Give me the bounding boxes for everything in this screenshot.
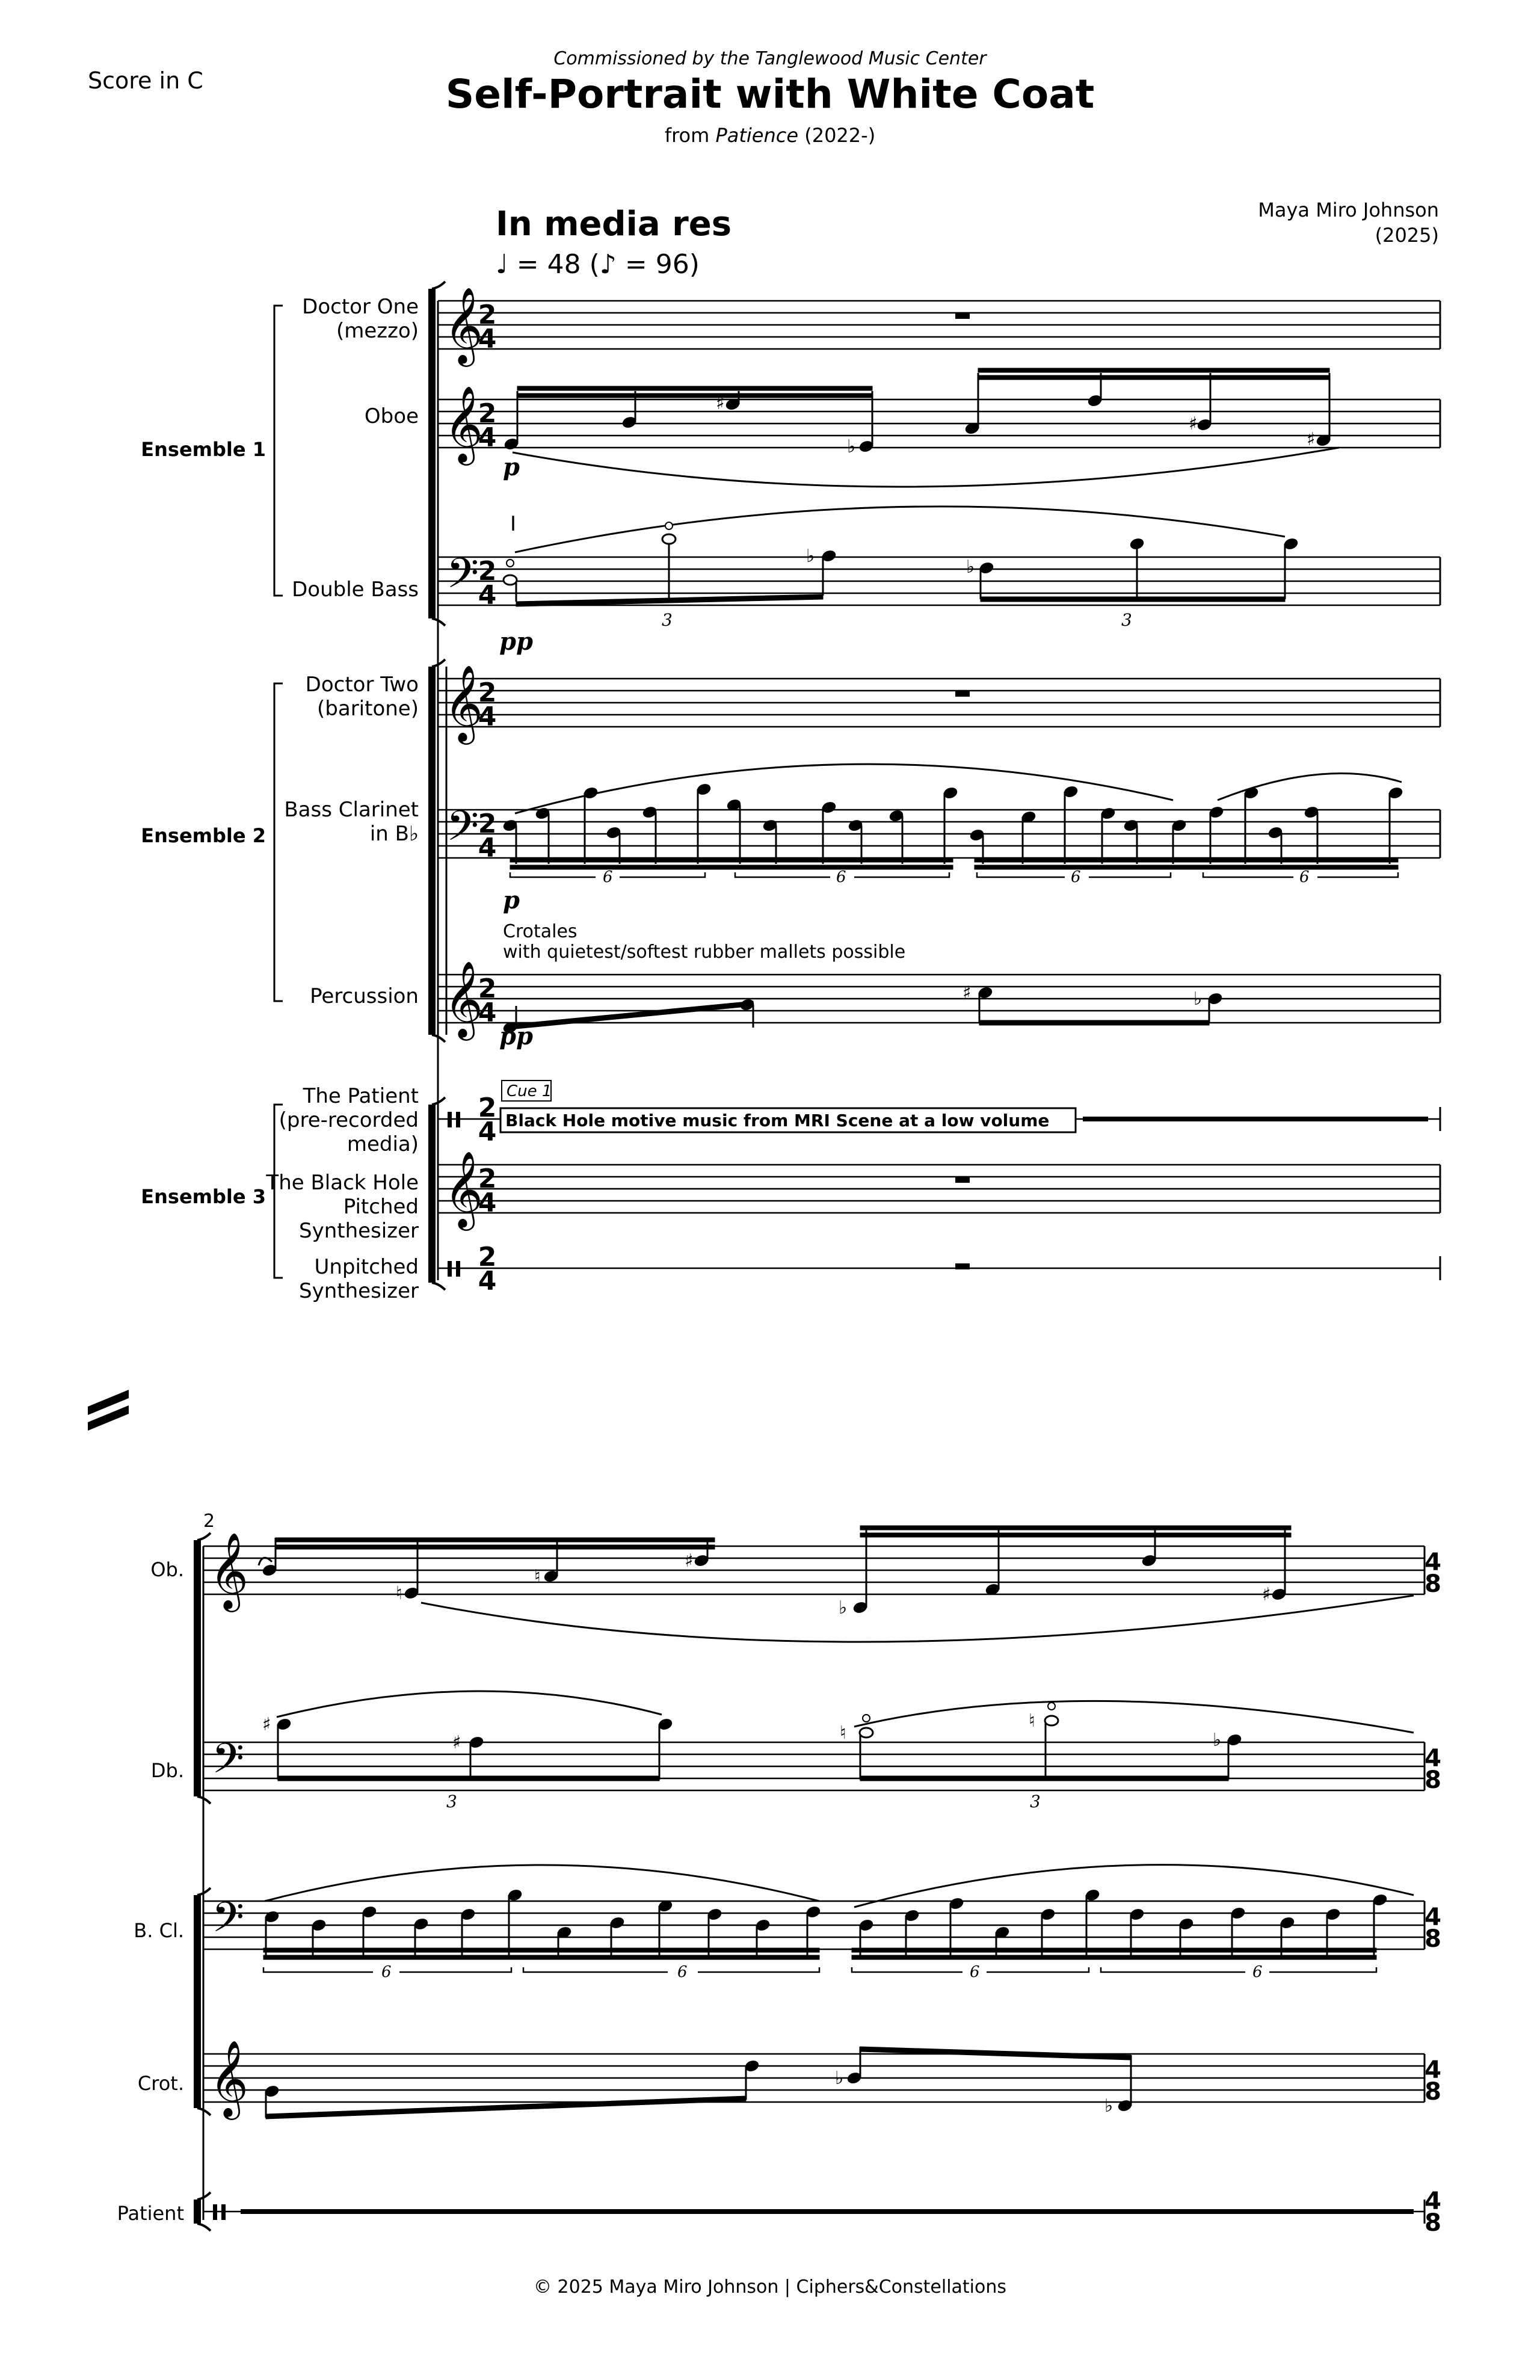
time-sig-top-bass-clarinet: 2 [478,809,497,839]
system-1-brackets [274,282,446,1290]
dynamic-percussion: pp [499,1022,533,1050]
black-hole-line-1: The Black Hole [266,1171,419,1195]
treble-clef-2-oboe: 𝄞 [209,1532,249,1609]
staff-2-double-bass [203,1742,1424,1790]
score-in-c-label: Score in C [88,67,203,94]
crotales-instruction: Crotales [503,921,578,942]
unpitched-line-2: Synthesizer [299,1279,419,1303]
svg-text:♮: ♮ [534,1566,541,1587]
ensemble-1-label: Ensemble 1 [141,438,266,461]
svg-text:6: 6 [1252,1963,1263,1981]
time-sig-2-bottom-oboe: 8 [1424,1570,1441,1598]
svg-text:♮: ♮ [1029,1710,1035,1731]
copyright-footer: © 2025 Maya Miro Johnson | Ciphers&Constellations [533,2277,1007,2298]
treble-clef-percussion: 𝄞 [444,960,484,1037]
oboe-figure-2 [259,1526,1414,1642]
staff-2-crotales [203,2054,1424,2102]
doctor-one-name: Doctor One [302,295,419,319]
subtitle-prefix: from [664,124,716,147]
time-sig-bottom-black-hole: 4 [478,1188,497,1218]
bass-clef-double-bass: 𝄢 [446,549,479,608]
label-double-bass: Double Bass [292,578,419,602]
crotales-figure-2 [264,2047,1133,2119]
measure-number-2: 2 [203,1511,215,1532]
dynamic-bass-clarinet: p [503,886,520,914]
staff-percussion [438,975,1440,1023]
eighth-note-icon: ♪ [599,249,617,280]
staff-doctor-one [438,301,1440,349]
composer-name: Maya Miro Johnson [1258,199,1439,221]
svg-text:♭: ♭ [1104,2095,1113,2116]
bass-clef-2-bass-clarinet: 𝄢 [212,1893,245,1952]
svg-text:Cue 1: Cue 1 [507,1082,552,1100]
abbr-double-bass: Db. [150,1759,184,1782]
oboe-figure-1 [504,368,1339,487]
abbr-crotales: Crot. [137,2072,184,2095]
svg-text:♭: ♭ [1213,1730,1222,1751]
treble-clef-doctor-two: 𝄞 [444,664,484,741]
svg-text:♯: ♯ [716,393,725,414]
patient-sustain-line [241,2209,1414,2214]
svg-text:♭: ♭ [835,2068,844,2089]
svg-text:♭: ♭ [839,1597,848,1618]
treble-clef-black-hole: 𝄞 [444,1150,484,1227]
subtitle-work: Patience [715,124,799,147]
staff-2-oboe [203,1546,1424,1594]
svg-text:♯: ♯ [262,1714,271,1735]
unpitched-line-1: Unpitched [314,1255,419,1279]
time-sig-top-black-hole: 2 [478,1164,497,1194]
dynamic-double-bass: pp [499,627,533,656]
tempo-marking: In media res [496,205,732,244]
time-sig-2-top-bass-clarinet: 4 [1424,1904,1441,1931]
svg-text:6: 6 [970,1963,980,1981]
abbr-patient: Patient [117,2202,184,2225]
treble-clef-doctor-one: 𝄞 [444,286,484,363]
rest-unpitched [955,1263,970,1269]
doctor-one-voice: (mezzo) [336,319,419,343]
staff-doctor-two [438,679,1440,727]
svg-text:♯: ♯ [685,1550,694,1571]
time-sig-bottom-unpitched: 4 [478,1266,497,1296]
rest-black-hole [955,1177,970,1183]
composer-year: (2025) [1375,224,1439,247]
time-sig-bottom-patient: 4 [478,1117,497,1147]
time-sig-top-unpitched: 2 [478,1242,497,1272]
svg-text:6: 6 [381,1963,392,1981]
svg-text:♯: ♯ [1307,429,1316,450]
eighth-tempo: = 96) [624,249,700,280]
svg-text:♭: ♭ [806,546,815,567]
bass-clarinet-figure-2 [263,1865,1414,1981]
quarter-note-icon: ♩ [496,249,508,280]
bass-clarinet-name: Bass Clarinet [284,798,419,822]
patient-line-1: The Patient [303,1084,419,1108]
doctor-two-name: Doctor Two [305,673,419,697]
time-sig-2-bottom-double-bass: 8 [1424,1766,1441,1794]
subtitle-suffix: (2022-) [798,124,876,147]
rest-doctor-one [955,313,970,319]
time-sig-bottom-oboe: 4 [478,422,497,453]
page-title: Self-Portrait with White Coat [445,71,1095,117]
svg-text:♭: ♭ [966,556,975,578]
time-sig-top-double-bass: 2 [478,556,497,587]
svg-text:♭: ♭ [847,436,856,457]
time-sig-2-top-patient: 4 [1424,2187,1441,2215]
staff-bass-clarinet [438,810,1440,858]
staff-oboe [438,399,1440,448]
time-sig-2-bottom-patient: 8 [1424,2209,1441,2237]
label-oboe: Oboe [364,404,419,428]
bass-clarinet-key: in B♭ [369,822,419,846]
svg-text:6: 6 [1299,868,1310,886]
dynamic-oboe: p [503,453,520,481]
svg-text:6: 6 [836,868,846,886]
svg-text:♯: ♯ [452,1732,461,1753]
abbr-oboe: Ob. [150,1558,184,1581]
ensemble-3-label: Ensemble 3 [141,1185,266,1208]
svg-text:6: 6 [1071,868,1081,886]
quarter-tempo: = 48 ( [516,249,600,280]
staff-black-hole [438,1165,1440,1213]
time-sig-top-percussion: 2 [478,973,497,1004]
svg-text:♮: ♮ [840,1722,846,1743]
svg-text:Black Hole motive music from M: Black Hole motive music from MRI Scene at a low volume [505,1111,1050,1130]
time-sig-bottom-doctor-two: 4 [478,701,497,732]
time-sig-2-top-oboe: 4 [1424,1549,1441,1576]
system-separator-icon [88,1390,129,1431]
patient-line-2: (pre-recorded [279,1108,419,1132]
cue-1-box [500,1081,1428,1132]
abbr-bass-clarinet: B. Cl. [134,1919,184,1942]
system-2-brackets [197,1533,1424,2231]
svg-text:♯: ♯ [1189,413,1198,434]
time-sig-2-bottom-crotales: 8 [1424,2078,1441,2106]
svg-text:♮: ♮ [396,1583,402,1604]
time-sig-2-top-double-bass: 4 [1424,1745,1441,1772]
time-sig-bottom-double-bass: 4 [478,580,497,611]
svg-text:3: 3 [446,1792,457,1811]
treble-clef-2-crotales: 𝄞 [209,2039,249,2116]
label-percussion: Percussion [310,984,419,1008]
percussion-figure-1 [502,982,1223,1034]
time-sig-top-doctor-two: 2 [478,677,497,708]
time-sig-top-oboe: 2 [478,398,497,429]
black-hole-line-3: Synthesizer [299,1219,419,1243]
staff-double-bass [438,557,1440,605]
svg-text:6: 6 [677,1963,688,1981]
doctor-two-voice: (baritone) [317,697,419,721]
svg-text:♭: ♭ [1194,988,1203,1010]
time-sig-bottom-percussion: 4 [478,997,497,1028]
svg-text:♯: ♯ [962,982,972,1003]
time-sig-top-doctor-one: 2 [478,300,497,330]
commission-line: Commissioned by the Tanglewood Music Center [553,48,987,69]
double-bass-figure-2 [262,1691,1414,1811]
bass-clef-2-double-bass: 𝄢 [212,1734,245,1793]
svg-text:3: 3 [1030,1792,1041,1811]
svg-text:3: 3 [1121,610,1132,630]
black-hole-line-2: Pitched [343,1195,419,1219]
double-bass-figure-1 [504,507,1299,630]
time-sig-bottom-bass-clarinet: 4 [478,833,497,863]
bass-clarinet-figure-1 [502,764,1403,886]
time-sig-top-patient: 2 [478,1093,497,1123]
svg-text:♯: ♯ [1262,1584,1271,1605]
bass-clef-bass-clarinet: 𝄢 [446,801,479,860]
time-sig-2-top-crotales: 4 [1424,2056,1441,2084]
patient-line-3: media) [346,1132,419,1156]
crotales-mallet-note: with quietest/softest rubber mallets possible [503,942,906,963]
svg-text:6: 6 [603,868,613,886]
ensemble-2-label: Ensemble 2 [141,824,266,847]
treble-clef-oboe: 𝄞 [444,385,484,462]
svg-text:3: 3 [662,610,673,630]
rest-doctor-two [955,691,970,697]
time-sig-2-bottom-bass-clarinet: 8 [1424,1925,1441,1953]
time-sig-bottom-doctor-one: 4 [478,324,497,354]
svg-text:I: I [510,512,517,536]
